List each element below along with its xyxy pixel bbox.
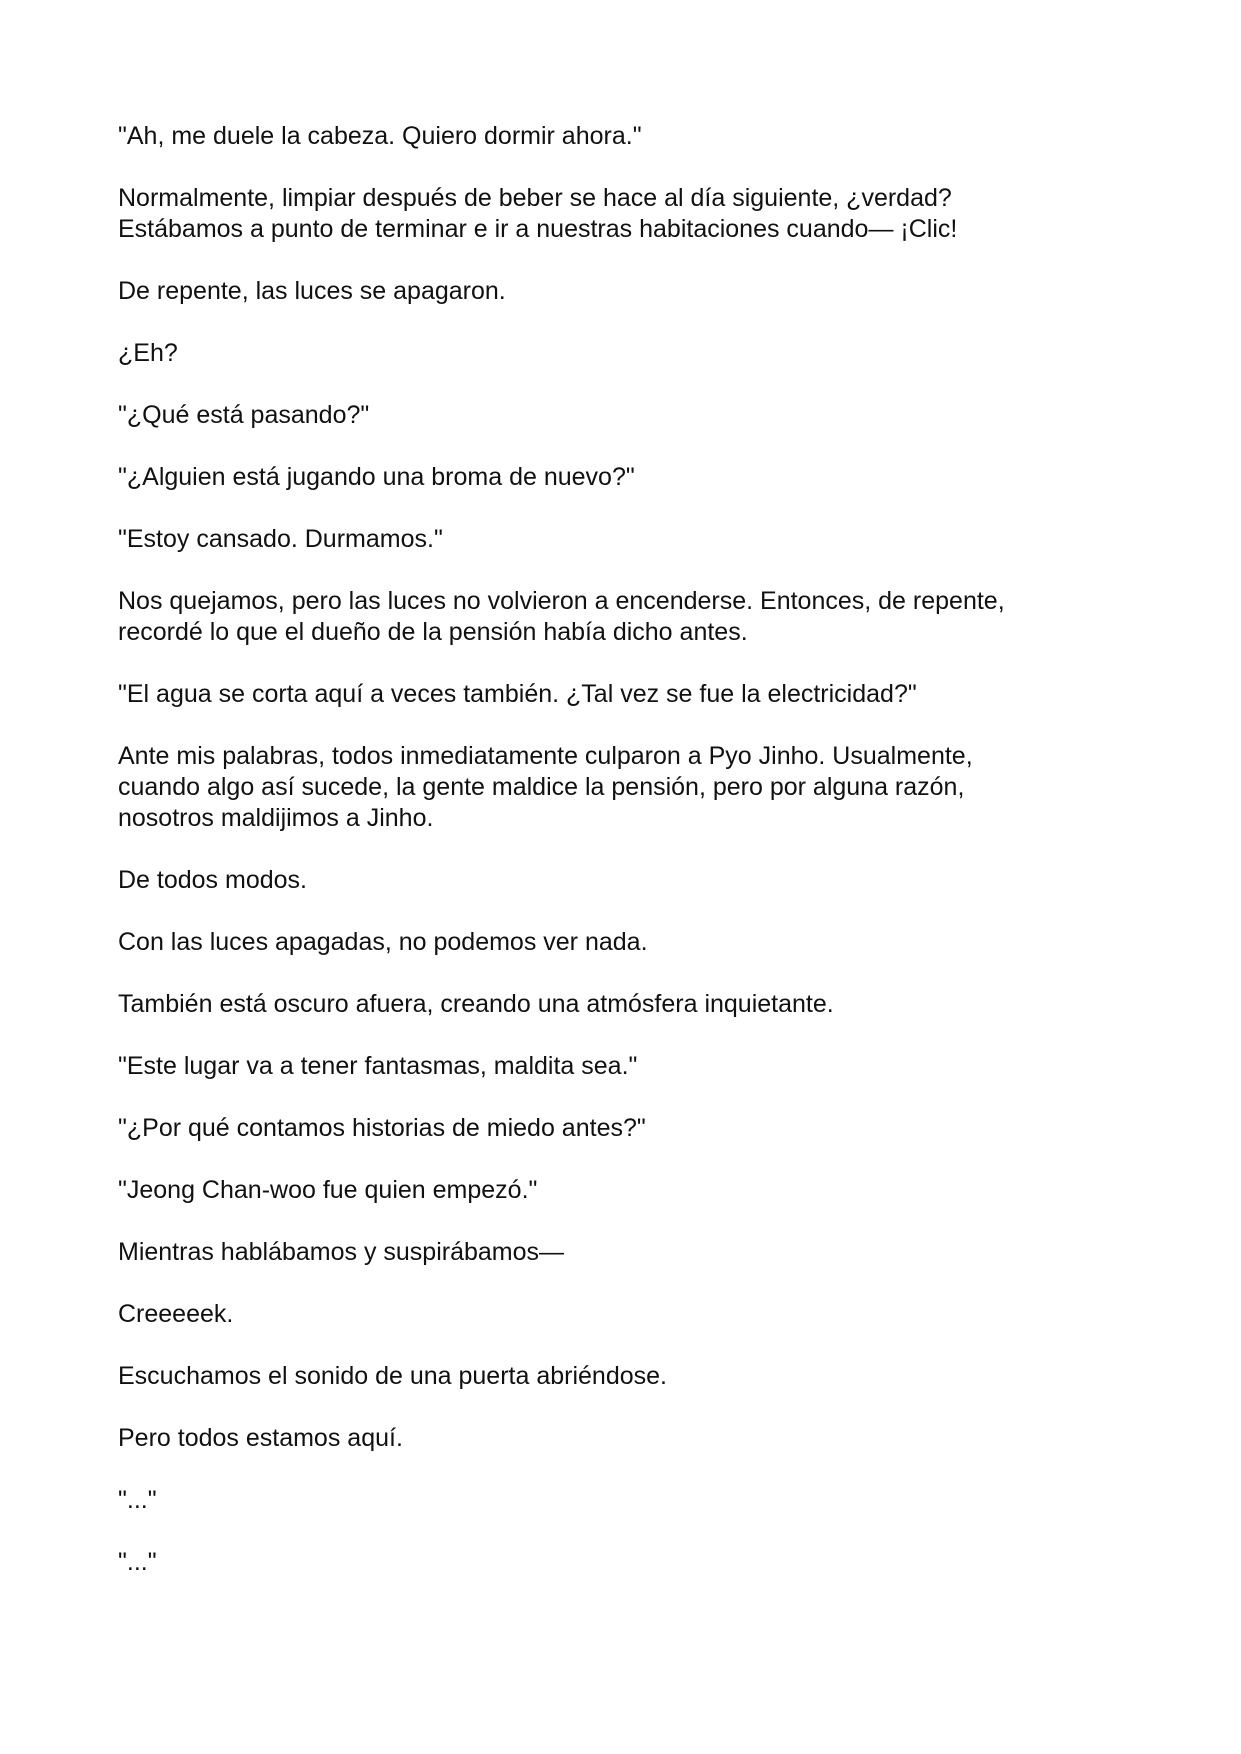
text-line: También está oscuro afuera, creando una atmósfera inquietante.	[118, 990, 834, 1018]
text-line: Ante mis palabras, todos inmediatamente culparon a Pyo Jinho. Usualmente,	[118, 742, 973, 770]
paragraph	[118, 1175, 1128, 1206]
paragraph	[118, 741, 1128, 834]
paragraph	[118, 183, 1128, 245]
text-line: cuando algo así sucede, la gente maldice la pensión, pero por alguna razón,	[118, 773, 965, 801]
text-line: Estábamos a punto de terminar e ir a nuestras habitaciones cuando— ¡Clic!	[118, 215, 958, 243]
paragraph	[118, 1237, 1128, 1268]
paragraph	[118, 1299, 1128, 1330]
paragraph	[118, 524, 1128, 555]
paragraph	[118, 989, 1128, 1020]
text-line: De todos modos.	[118, 866, 307, 894]
paragraph	[118, 865, 1128, 896]
paragraph	[118, 121, 1128, 152]
text-line: recordé lo que el dueño de la pensión había dicho antes.	[118, 618, 748, 646]
text-line: "¿Alguien está jugando una broma de nuevo?"	[118, 463, 635, 491]
text-line: "..."	[118, 1548, 157, 1576]
paragraph	[118, 1547, 1128, 1578]
document-body	[118, 121, 1128, 1609]
paragraph	[118, 1113, 1128, 1144]
paragraph	[118, 400, 1128, 431]
paragraph	[118, 276, 1128, 307]
text-line: "Este lugar va a tener fantasmas, maldita sea."	[118, 1052, 638, 1080]
text-line: "Jeong Chan-woo fue quien empezó."	[118, 1176, 538, 1204]
text-line: "¿Qué está pasando?"	[118, 401, 370, 429]
paragraph	[118, 927, 1128, 958]
text-line: Nos quejamos, pero las luces no volvieron a encenderse. Entonces, de repente,	[118, 587, 1005, 615]
text-line: nosotros maldijimos a Jinho.	[118, 804, 434, 832]
text-line: "¿Por qué contamos historias de miedo antes?"	[118, 1114, 646, 1142]
text-line: Creeeeek.	[118, 1300, 234, 1328]
text-line: Mientras hablábamos y suspirábamos—	[118, 1238, 565, 1266]
text-line: "El agua se corta aquí a veces también. ¿Tal vez se fue la electricidad?"	[118, 680, 917, 708]
text-line: "Ah, me duele la cabeza. Quiero dormir ahora."	[118, 122, 642, 150]
text-line: ¿Eh?	[118, 339, 178, 367]
paragraph	[118, 338, 1128, 369]
text-line: Con las luces apagadas, no podemos ver nada.	[118, 928, 648, 956]
text-line: Escuchamos el sonido de una puerta abriéndose.	[118, 1362, 667, 1390]
paragraph	[118, 679, 1128, 710]
text-line: "..."	[118, 1486, 157, 1514]
paragraph	[118, 462, 1128, 493]
text-line: Pero todos estamos aquí.	[118, 1424, 403, 1452]
paragraph	[118, 1361, 1128, 1392]
paragraph	[118, 1051, 1128, 1082]
paragraph	[118, 586, 1128, 648]
paragraph	[118, 1423, 1128, 1454]
text-line: De repente, las luces se apagaron.	[118, 277, 506, 305]
paragraph	[118, 1485, 1128, 1516]
text-line: Normalmente, limpiar después de beber se hace al día siguiente, ¿verdad?	[118, 184, 952, 212]
text-line: "Estoy cansado. Durmamos."	[118, 525, 443, 553]
